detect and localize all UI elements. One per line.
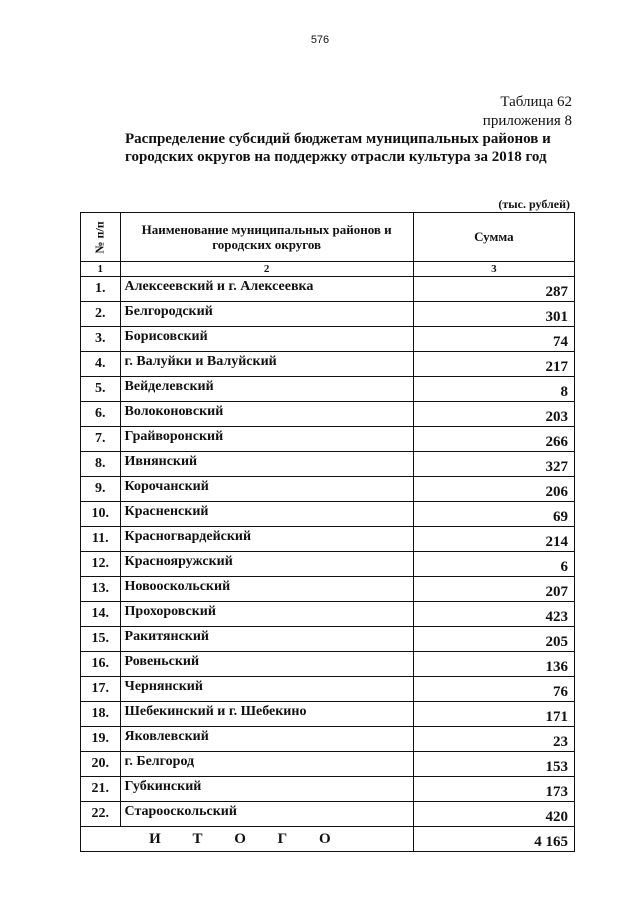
table-row (81, 302, 575, 327)
row-sum: 203 (413, 402, 574, 427)
table-header-row (81, 213, 575, 262)
row-name: Ракитянский (120, 627, 413, 652)
row-sum: 266 (413, 427, 574, 452)
row-name: Шебекинский и г. Шебекино (120, 702, 413, 727)
total-sum: 4 165 (413, 827, 574, 852)
row-name: Прохоровский (120, 602, 413, 627)
row-number: 9. (81, 477, 121, 502)
total-label: И Т О Г О (81, 827, 414, 852)
table-row (81, 652, 575, 677)
row-name: Вейделевский (120, 377, 413, 402)
row-name: Красненский (120, 502, 413, 527)
page-number: 576 (310, 34, 330, 46)
row-name: Краснояружский (120, 552, 413, 577)
row-number: 2. (81, 302, 121, 327)
row-sum: 423 (413, 602, 574, 627)
table-row (81, 627, 575, 652)
row-number: 20. (81, 752, 121, 777)
row-sum: 74 (413, 327, 574, 352)
row-name: Борисовский (120, 327, 413, 352)
row-sum: 136 (413, 652, 574, 677)
table-row (81, 527, 575, 552)
table-row (81, 702, 575, 727)
table-row (81, 802, 575, 827)
row-name: Грайворонский (120, 427, 413, 452)
table-row (81, 577, 575, 602)
row-number: 6. (81, 402, 121, 427)
row-sum: 69 (413, 502, 574, 527)
table-row (81, 477, 575, 502)
table-row (81, 277, 575, 302)
row-number: 17. (81, 677, 121, 702)
table-row (81, 352, 575, 377)
row-number: 22. (81, 802, 121, 827)
row-name: Ровеньский (120, 652, 413, 677)
row-number: 12. (81, 552, 121, 577)
row-number: 11. (81, 527, 121, 552)
row-sum: 153 (413, 752, 574, 777)
subsidy-table (80, 212, 575, 852)
row-number: 5. (81, 377, 121, 402)
row-number: 4. (81, 352, 121, 377)
document-title: Распределение субсидий бюджетам муниципальных районов и городских округов на поддержку отрасли культура за 2018 год (125, 131, 551, 165)
row-name: Белгородский (120, 302, 413, 327)
header-name: Наименование муниципальных районов и городских округов (120, 213, 413, 262)
row-number: 1. (81, 277, 121, 302)
table-row (81, 777, 575, 802)
row-name: г. Белгород (120, 752, 413, 777)
row-sum: 327 (413, 452, 574, 477)
appendix-number: приложения 8 (482, 113, 572, 129)
row-number: 8. (81, 452, 121, 477)
column-index: 2 (120, 262, 413, 277)
table-reference (483, 93, 572, 131)
header-number: № п/п (81, 213, 121, 262)
table-row (81, 402, 575, 427)
table-row (81, 727, 575, 752)
header-sum: Сумма (413, 213, 574, 262)
row-sum: 171 (413, 702, 574, 727)
row-sum: 287 (413, 277, 574, 302)
row-number: 3. (81, 327, 121, 352)
table-row (81, 552, 575, 577)
row-sum: 420 (413, 802, 574, 827)
row-sum: 217 (413, 352, 574, 377)
row-name: Новооскольский (120, 577, 413, 602)
row-name: Корочанский (120, 477, 413, 502)
row-number: 14. (81, 602, 121, 627)
row-name: г. Валуйки и Валуйский (120, 352, 413, 377)
row-sum: 173 (413, 777, 574, 802)
table-row (81, 327, 575, 352)
row-sum: 206 (413, 477, 574, 502)
row-name: Алексеевский и г. Алексеевка (120, 277, 413, 302)
row-sum: 8 (413, 377, 574, 402)
row-name: Волоконовский (120, 402, 413, 427)
table-row (81, 427, 575, 452)
row-sum: 76 (413, 677, 574, 702)
table-row (81, 602, 575, 627)
row-name: Ивнянский (120, 452, 413, 477)
row-number: 18. (81, 702, 121, 727)
row-name: Старооскольский (120, 802, 413, 827)
row-number: 13. (81, 577, 121, 602)
table-number: Таблица 62 (500, 94, 572, 110)
row-sum: 23 (413, 727, 574, 752)
total-row (81, 827, 575, 852)
unit-label: (тыс. рублей) (498, 197, 570, 211)
row-number: 16. (81, 652, 121, 677)
row-number: 7. (81, 427, 121, 452)
row-number: 21. (81, 777, 121, 802)
row-sum: 207 (413, 577, 574, 602)
column-index: 1 (81, 262, 121, 277)
row-number: 10. (81, 502, 121, 527)
row-number: 15. (81, 627, 121, 652)
row-number: 19. (81, 727, 121, 752)
table-row (81, 452, 575, 477)
row-name: Яковлевский (120, 727, 413, 752)
row-name: Красногвардейский (120, 527, 413, 552)
column-index-row (81, 262, 575, 277)
table-row (81, 502, 575, 527)
column-index: 3 (413, 262, 574, 277)
row-sum: 6 (413, 552, 574, 577)
table-row (81, 677, 575, 702)
row-sum: 214 (413, 527, 574, 552)
row-name: Губкинский (120, 777, 413, 802)
table-row (81, 752, 575, 777)
table-row (81, 377, 575, 402)
row-sum: 205 (413, 627, 574, 652)
row-sum: 301 (413, 302, 574, 327)
row-name: Чернянский (120, 677, 413, 702)
